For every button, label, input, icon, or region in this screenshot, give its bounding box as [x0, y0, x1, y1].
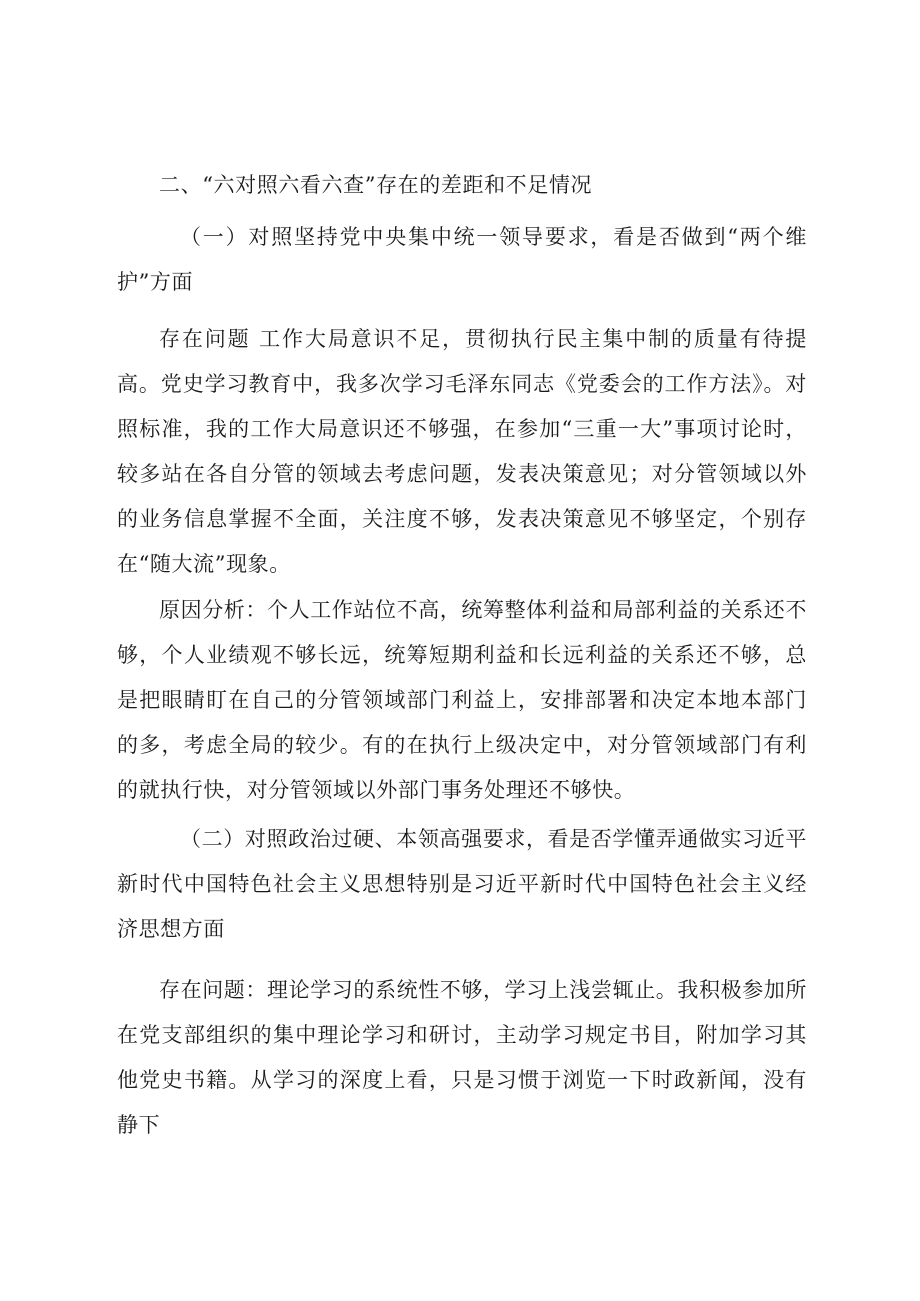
subsection-1-problem-paragraph: 存在问题 工作大局意识不足，贯彻执行民主集中制的质量有待提高。党史学习教育中，我多次学习毛泽东同志《党委会的工作方法》。对照标准，我的工作大局意识还不够强，在参加“三重一大”事项讨论时，较多站在各自分管的领域去考虑问题，发表决策意见；对分管领域以外的业务信息掌握不全面，关注度不够，发表决策意见不够坚定，个别存在“随大流”现象。 [117, 327, 807, 576]
subsection-2-problem-paragraph: 存在问题：理论学习的系统性不够，学习上浅尝辄止。我积极参加所在党支部组织的集中理论学习和研讨，主动学习规定书目，附加学习其他党史书籍。从学习的深度上看，只是习惯于浏览一下时政新闻，没有静下 [117, 978, 807, 1137]
subsection-1-heading: （一）对照坚持党中央集中统一领导要求，看是否做到“两个维护”方面 [117, 225, 807, 294]
subsection-2-heading: （二）对照政治过硬、本领高强要求，看是否学懂弄通做实习近平新时代中国特色社会主义思想特别是习近平新时代中国特色社会主义经济思想方面 [117, 827, 807, 941]
subsection-1-analysis-paragraph: 原因分析：个人工作站位不高，统筹整体利益和局部利益的关系还不够，个人业绩观不够长远，统筹短期利益和长远利益的关系还不够，总是把眼睛盯在自己的分管领域部门利益上，安排部署和决定本地本部门的多，考虑全局的较少。有的在执行上级决定中，对分管领域部门有利的就执行快，对分管领域以外部门事务处理还不够快。 [117, 598, 807, 802]
section-title: 二、“六对照六看六查”存在的差距和不足情况 [159, 173, 593, 197]
